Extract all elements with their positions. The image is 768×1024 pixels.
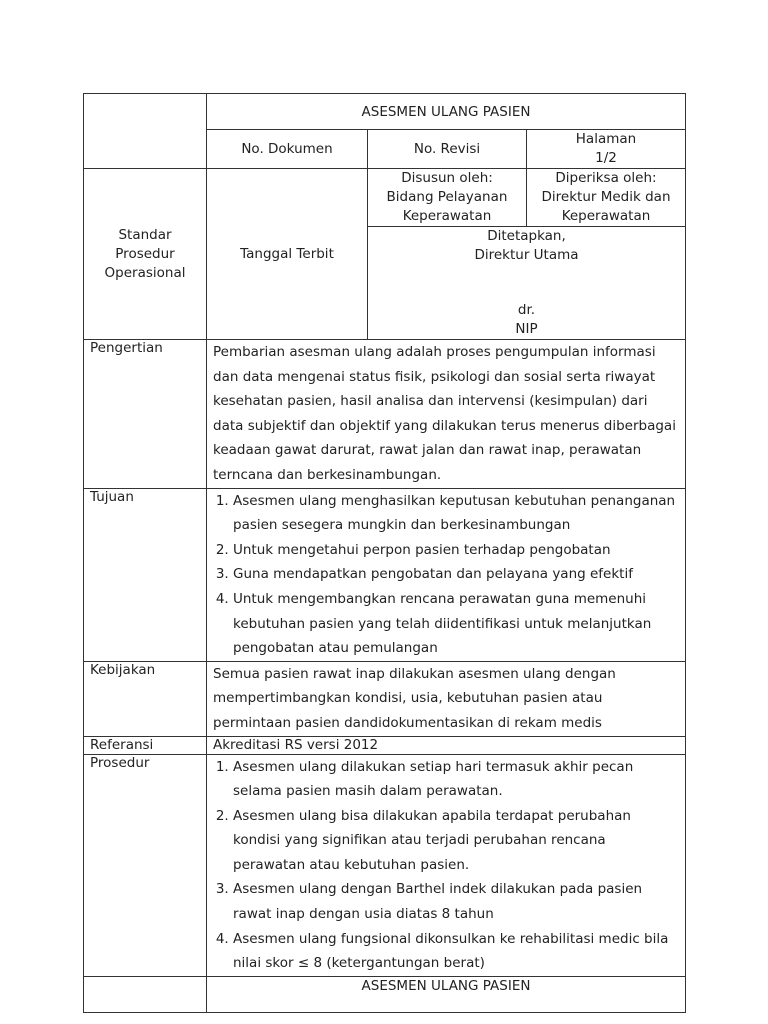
halaman-value: 1/2 [595,150,617,166]
kebijakan-label-cell [84,661,207,736]
diperiksa-oleh-cell [527,169,686,227]
kebijakan-text: Semua pasien rawat inap dilakukan asesmen ulang dengan mempertimbangkan kondisi, usia, kebutuhan pasien atau permintaan pasien dandidokumentasikan di rekam medis [213,665,616,731]
disusun-oleh-unit-2: Keperawatan [402,208,492,224]
tujuan-label: Tujuan [90,488,134,505]
sop-label-line-2: Prosedur [115,245,175,262]
diperiksa-oleh-label: Diperiksa oleh: [555,170,657,186]
tujuan-item: 2. Untuk mengetahui perpon pasien terhadap pengobatan [233,538,679,563]
tujuan-content-cell [207,488,686,661]
footer-empty-cell [84,976,207,1012]
sop-label-cell [84,169,207,340]
ditetapkan-role: Direktur Utama [474,247,579,263]
referansi-text: Akreditasi RS versi 2012 [213,736,379,753]
tujuan-item: 4. Untuk mengembangkan rencana perawatan guna memenuhi kebutuhan pasien yang telah diidentifikasi untuk melanjutkan pengobatan atau pemulangan [233,587,679,661]
signature-nip: NIP [515,321,538,337]
ditetapkan-label: Ditetapkan, [487,228,566,244]
pengertian-text: Pembarian asesman ulang adalah proses pengumpulan informasi dan data mengenai status fisik, psikologi dan sosial serta riwayat kesehatan pasien, hasil analisa dan intervensi (kesimpulan) dari data subjektif dan objektif yang dilakukan terus menerus diberbagai keadaan gawat darurat, rawat jalan dan rawat inap, perawatan terncana dan berkesinambungan. [213,344,676,483]
no-dokumen-cell [207,130,368,169]
footer-title: ASESMEN ULANG PASIEN [361,977,531,994]
prosedur-label: Prosedur [90,754,150,771]
tujuan-item: 3. Guna mendapatkan pengobatan dan pelayana yang efektif [233,562,679,587]
diperiksa-oleh-role: Direktur Medik dan [541,189,671,205]
halaman-cell [527,130,686,169]
tanggal-terbit-label: Tanggal Terbit [240,246,334,262]
tanggal-terbit-cell [207,169,368,340]
prosedur-item: 2. Asesmen ulang bisa dilakukan apabila terdapat perubahan kondisi yang signifikan atau terjadi perubahan rencana perawatan atau kebutuhan pasien. [233,804,679,878]
tujuan-item: 1. Asesmen ulang menghasilkan keputusan kebutuhan penanganan pasien sesegera mungkin dan berkesinambungan [233,489,679,538]
diperiksa-oleh-role-2: Keperawatan [561,208,651,224]
prosedur-item: 1. Asesmen ulang dilakukan setiap hari termasuk akhir pecan selama pasien masih dalam perawatan. [233,755,679,804]
disusun-oleh-label: Disusun oleh: [401,170,493,186]
prosedur-content-cell [207,754,686,976]
kebijakan-label: Kebijakan [90,661,156,678]
halaman-label: Halaman [575,131,637,147]
document-title: ASESMEN ULANG PASIEN [361,103,531,120]
no-dokumen-label: No. Dokumen [241,141,333,157]
document-title-cell [207,94,686,130]
logo-cell [84,94,207,169]
prosedur-list [207,755,685,976]
prosedur-item: 3. Asesmen ulang dengan Barthel indek dilakukan pada pasien rawat inap dengan usia diatas 8 tahun [233,877,679,926]
disusun-oleh-unit: Bidang Pelayanan [386,189,508,205]
pengertian-content-cell [207,340,686,489]
pengertian-label: Pengertian [90,340,163,356]
prosedur-item: 4. Asesmen ulang fungsional dikonsulkan ke rehabilitasi medic bila nilai skor ≤ 8 (ketergantungan berat) [233,927,679,976]
tujuan-list [207,489,685,661]
sop-label-line-3: Operasional [104,264,186,281]
signature-name: dr. [517,302,536,318]
prosedur-label-cell [84,754,207,976]
kebijakan-content-cell [207,661,686,736]
no-revisi-cell [368,130,527,169]
no-revisi-label: No. Revisi [413,141,481,157]
pengertian-label-cell [84,340,207,489]
tujuan-label-cell [84,488,207,661]
referansi-content-cell [207,736,686,754]
footer-title-cell [207,976,686,1012]
referansi-label-cell [84,736,207,754]
ditetapkan-cell [368,227,686,340]
referansi-label: Referansi [90,736,154,753]
sop-document-table [83,93,686,1013]
disusun-oleh-cell [368,169,527,227]
sop-label-line-1: Standar [118,226,172,243]
